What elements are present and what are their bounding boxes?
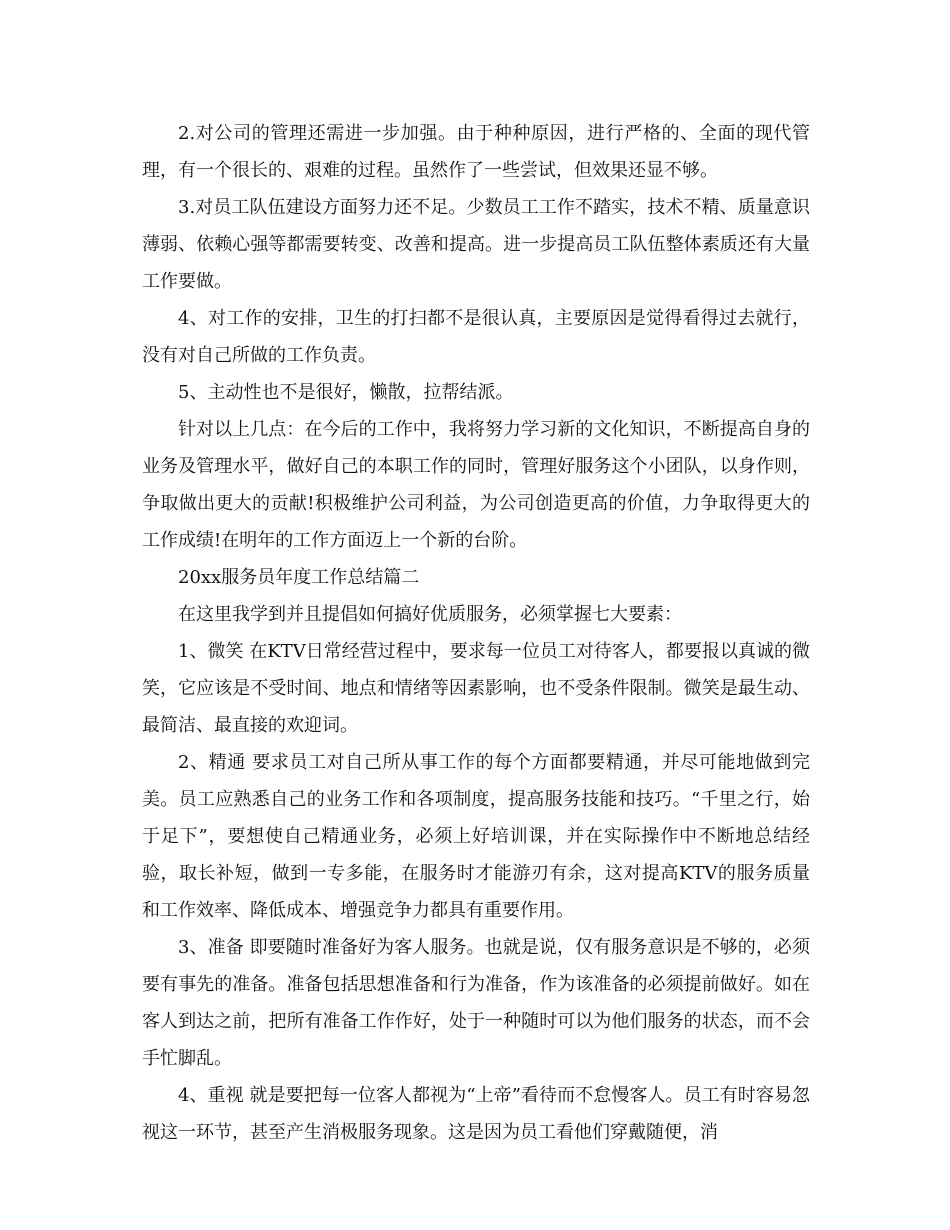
paragraph-smile: 1、微笑 在KTV日常经营过程中，要求每一位员工对待客人，都要报以真诚的微笑，它应该是不受时间、地点和情绪等因素影响，也不受条件限制。微笑是最生动、最简洁、最直接的欢迎词。 (142, 641, 810, 736)
paragraph-work-arrangement: 4、对工作的安排，卫生的打扫都不是很认真，主要原因是觉得看得过去就行，没有对自己所做的工作负责。 (142, 308, 810, 366)
section-heading: 20xx服务员年度工作总结篇二 (178, 567, 420, 588)
paragraph-management: 2.对公司的管理还需进一步加强。由于种种原因，进行严格的、全面的现代管理，有一个很长的、艰难的过程。虽然作了一些尝试，但效果还显不够。 (142, 123, 810, 181)
paragraph-value: 4、重视 就是要把每一位客人都视为“上帝”看待而不怠慢客人。员工有时容易忽视这一环节，甚至产生消极服务现象。这是因为员工看他们穿戴随便，消 (142, 1085, 810, 1143)
paragraph-initiative: 5、主动性也不是很好，懒散，拉帮结派。 (178, 382, 514, 403)
paragraph-plan: 针对以上几点：在今后的工作中，我将努力学习新的文化知识，不断提高自身的业务及管理水平，做好自己的本职工作的同时，管理好服务这个小团队，以身作则，争取做出更大的贡献!积极维护公司利益，为公司创造更高的价值，力争取得更大的工作成绩!在明年的工作方面迈上一个新的台阶。 (142, 419, 810, 551)
paragraph-prepare: 3、准备 即要随时准备好为客人服务。也就是说，仅有服务意识是不够的，必须要有事先的准备。准备包括思想准备和行为准备，作为该准备的必须提前做好。如在客人到达之前，把所有准备工作作好，处于一种随时可以为他们服务的状态，而不会手忙脚乱。 (142, 937, 810, 1069)
paragraph-seven-elements: 在这里我学到并且提倡如何搞好优质服务，必须掌握七大要素： (178, 604, 682, 625)
document-body (142, 115, 810, 1151)
paragraph-proficient: 2、精通 要求员工对自己所从事工作的每个方面都要精通，并尽可能地做到完美。员工应熟悉自己的业务工作和各项制度，提高服务技能和技巧。“千里之行，始于足下”，要想使自己精通业务，必须上好培训课，并在实际操作中不断地总结经验，取长补短，做到一专多能，在服务时才能游刃有余，这对提高KTV的服务质量和工作效率、降低成本、增强竞争力都具有重要作用。 (142, 752, 810, 921)
paragraph-staff-team: 3.对员工队伍建设方面努力还不足。少数员工工作不踏实，技术不精、质量意识薄弱、依赖心强等都需要转变、改善和提高。进一步提高员工队伍整体素质还有大量工作要做。 (142, 197, 810, 292)
